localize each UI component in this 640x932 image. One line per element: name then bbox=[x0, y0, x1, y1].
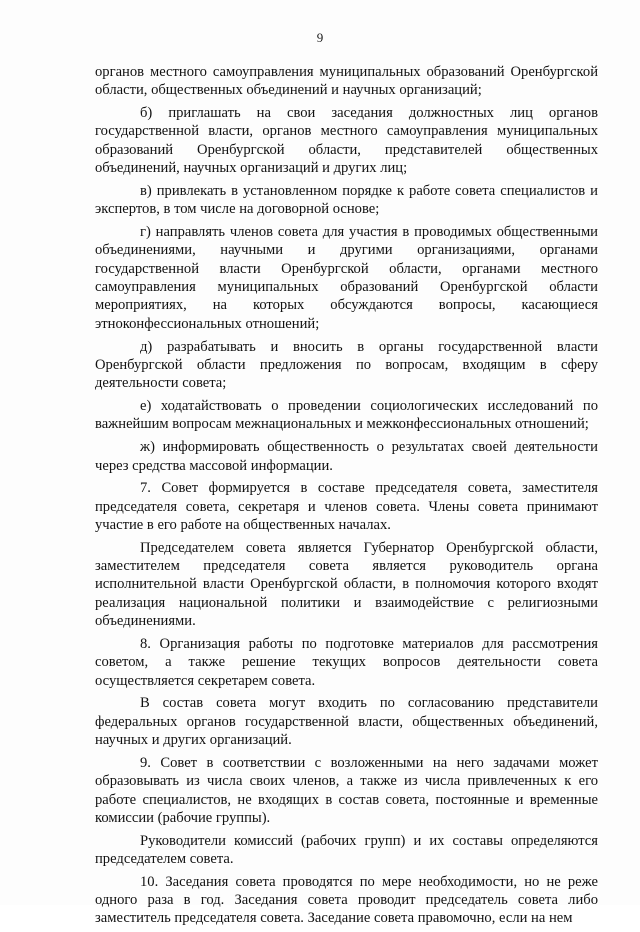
page-number: 9 bbox=[316, 30, 324, 45]
paragraph-item-e: е) ходатайствовать о проведении социологических исследований по важнейшим вопросам межнациональных и межконфессиональных отношений; bbox=[95, 398, 598, 433]
paragraph-section-9: 9. Совет в соответствии с возложенными на него задачами может образовывать из числа своих членов, а также из числа привлеченных к его работе специалистов, не входящих в состав совета, постоянные и временные комиссии (рабочие группы). bbox=[95, 754, 598, 826]
paragraph-continuation: органов местного самоуправления муниципальных образований Оренбургской области, общественных объединений и научных организаций; bbox=[95, 64, 598, 99]
document-body bbox=[95, 63, 598, 932]
paragraph-section-10: 10. Заседания совета проводятся по мере необходимости, но не реже одного раза в год. Заседания совета проводит председатель совета либо заместитель председателя совета. Заседание совета правомочно, если на нем bbox=[95, 873, 598, 927]
paragraph-item-v: в) привлекать в установленном порядке к работе совета специалистов и экспертов, в том числе на договорной основе; bbox=[95, 182, 598, 218]
paragraph-item-d: д) разрабатывать и вносить в органы государственной власти Оренбургской области предложения по вопросам, входящим в сферу деятельности совета; bbox=[95, 338, 598, 392]
paragraph-chairman: Председателем совета является Губернатор Оренбургской области, заместителем председателя совета является руководитель органа исполнительной власти Оренбургской области, в полномочия которого входят реализация национальной политики и взаимодействие с религиозными объединениями. bbox=[95, 539, 598, 630]
paragraph-section-7: 7. Совет формируется в составе председателя совета, заместителя председателя совета, секретаря и членов совета. Члены совета принимают участие в его работе на общественных началах. bbox=[95, 480, 598, 533]
paragraph-commission-heads: Руководители комиссий (рабочих групп) и их составы определяются председателем совета. bbox=[95, 832, 598, 867]
paragraph-composition: В состав совета могут входить по согласованию представители федеральных органов государственной власти, общественных объединений, научных и других организаций. bbox=[95, 695, 598, 749]
paragraph-section-8: 8. Организация работы по подготовке материалов для рассмотрения советом, а также решение текущих вопросов деятельности совета осуществляется секретарем совета. bbox=[95, 635, 598, 689]
paragraph-item-b: б) приглашать на свои заседания должностных лиц органов государственной власти, органов местного самоуправления муниципальных образований Оренбургской области, представителей общественных объединений, научных организаций и других лиц; bbox=[95, 105, 598, 177]
paragraph-item-zh: ж) информировать общественность о результатах своей деятельности через средства массовой информации. bbox=[95, 439, 598, 474]
paragraph-item-g: г) направлять членов совета для участия в проводимых общественными объединениями, научными и другими организациями, органами государственной власти Оренбургской области, органами местного самоуправления муниципальных образований Оренбургской области мероприятиях, на которых обсуждаются вопросы, касающиеся этноконфессиональных отношений; bbox=[95, 224, 598, 332]
